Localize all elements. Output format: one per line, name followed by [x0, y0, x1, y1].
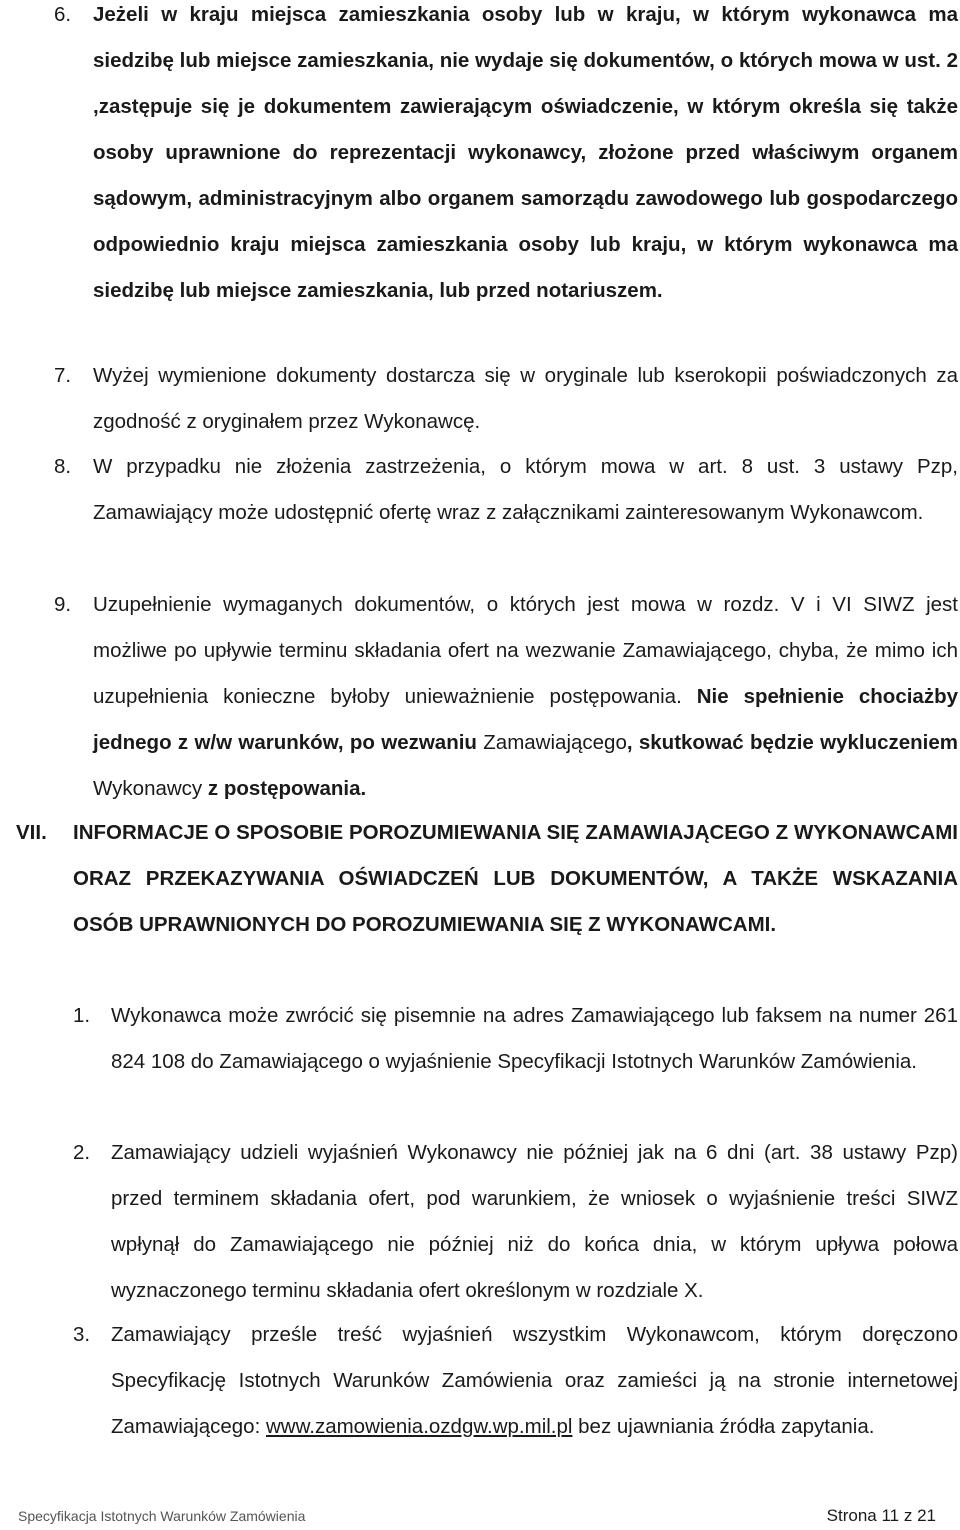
item-text: Zamawiający prześle treść wyjaśnień wszystkim Wykonawcom, którym doręczono Specyfikację Istotnych Warunków Zamówienia oraz zamieści ją na stronie internetowej Zamawiającego: www.zamowienia.ozdgw.wp.mil.pl bez ujawniania źródła zapytania. [111, 1323, 958, 1438]
item-number: 1. [73, 1004, 91, 1027]
item-text: W przypadku nie złożenia zastrzeżenia, o którym mowa w art. 8 ust. 3 ustawy Pzp, Zamawiający może udostępnić ofertę wraz z załącznikami zainteresowanym Wykonawcom. [93, 455, 958, 524]
item-number: 3. [73, 1323, 91, 1346]
section-number: VII. [16, 821, 47, 844]
website-link[interactable]: www.zamowienia.ozdgw.wp.mil.pl [265, 1415, 573, 1438]
item-number: 8. [54, 455, 72, 478]
item-number: 6. [54, 3, 72, 26]
item-text: Wyżej wymienione dokumenty dostarcza się w oryginale lub kserokopii poświadczonych za zgodność z oryginałem przez Wykonawcę. [93, 364, 958, 433]
item-text: Zamawiający udzieli wyjaśnień Wykonawcy nie później jak na 6 dni (art. 38 ustawy Pzp) przed terminem składania ofert, pod warunkiem, że wniosek o wyjaśnienie treści SIWZ wpłynął do Zamawiającego nie później niż do końca dnia, w którym upływa połowa wyznaczonego terminu składania ofert określonym w rozdziale X. [111, 1141, 958, 1302]
item-number: 2. [73, 1141, 91, 1164]
footer-page-number: Strona 11 z 21 [826, 1506, 936, 1525]
item-number: 9. [54, 593, 72, 616]
item-number: 7. [54, 364, 72, 387]
item-text: Uzupełnienie wymaganych dokumentów, o których jest mowa w rozdz. V i VI SIWZ jest możliwe po upływie terminu składania ofert na wezwanie Zamawiającego, chyba, że mimo ich uzupełnienia konieczne byłoby unieważnienie postępowania. Nie spełnienie chociażby jednego z w/w warunków, po wezwaniu Zamawiającego, skutkować będzie wykluczeniem Wykonawcy z postępowania. [93, 593, 959, 800]
footer-document-title: Specyfikacja Istotnych Warunków Zamówienia [18, 1508, 306, 1524]
item-text: Wykonawca może zwrócić się pisemnie na adres Zamawiającego lub faksem na numer 261 824 108 do Zamawiającego o wyjaśnienie Specyfikacji Istotnych Warunków Zamówienia. [111, 1004, 958, 1073]
section-title: INFORMACJE O SPOSOBIE POROZUMIEWANIA SIĘ ZAMAWIAJĄCEGO Z WYKONAWCAMI ORAZ PRZEKAZYWANIA OŚWIADCZEŃ LUB DOKUMENTÓW, A TAKŻE WSKAZANIA OSÓB UPRAWNIONYCH DO POROZUMIEWANIA SIĘ Z WYKONAWCAMI. [73, 821, 958, 936]
item-text: Jeżeli w kraju miejsca zamieszkania osoby lub w kraju, w którym wykonawca ma siedzibę lub miejsce zamieszkania, nie wydaje się dokumentów, o których mowa w ust. 2 ,zastępuje się je dokumentem zawierającym oświadczenie, w którym określa się także osoby uprawnione do reprezentacji wykonawcy, złożone przed właściwym organem sądowym, administracyjnym albo organem samorządu zawodowego lub gospodarczego odpowiednio kraju miejsca zamieszkania osoby lub kraju, w którym wykonawca ma siedzibę lub miejsce zamieszkania, lub przed notariuszem. [93, 3, 958, 302]
